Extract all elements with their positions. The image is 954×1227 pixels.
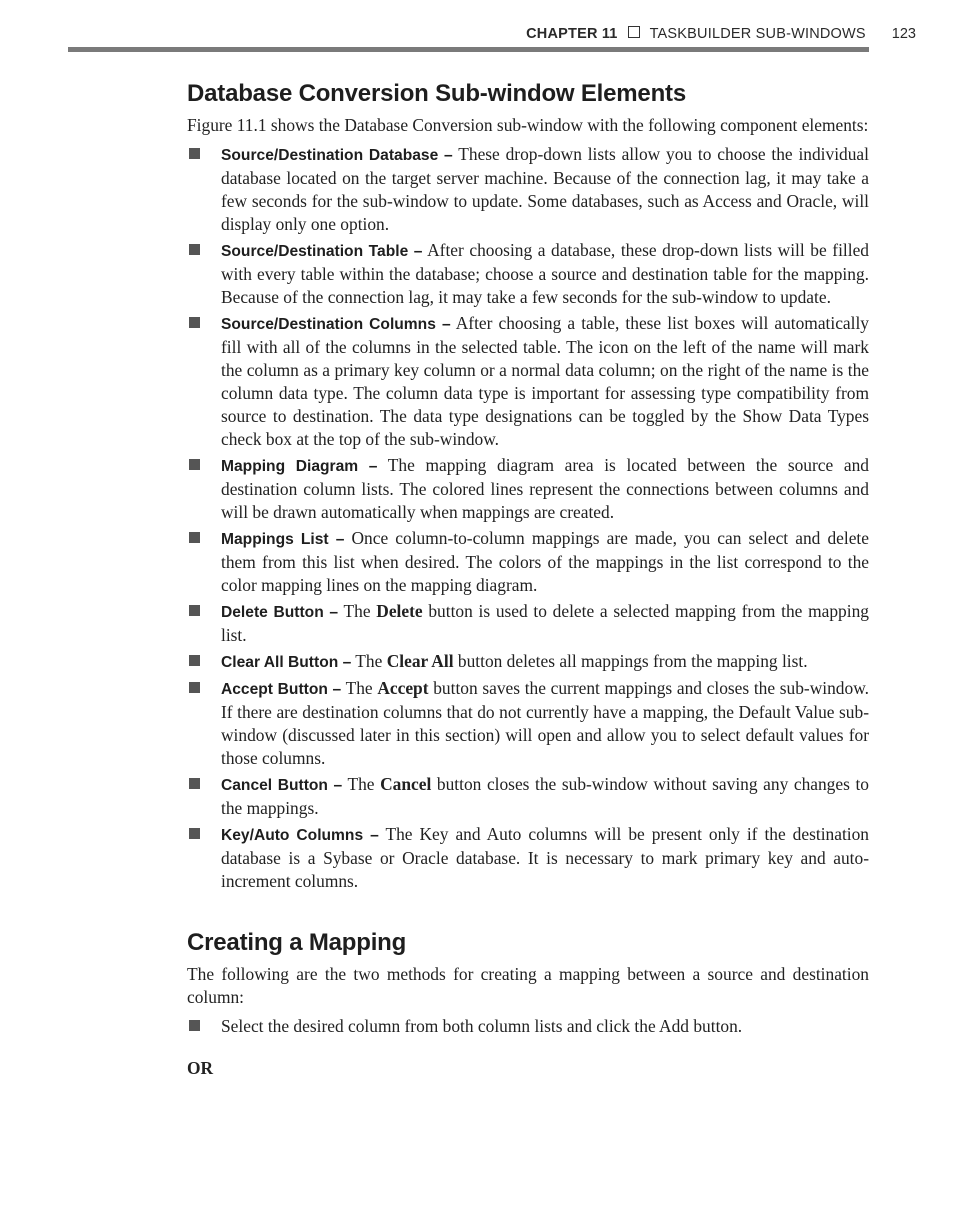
page-content [187, 80, 869, 1079]
bullet-icon [189, 317, 200, 328]
list-item [187, 527, 869, 597]
page-number: 123 [891, 26, 916, 42]
bullet-icon [189, 1020, 200, 1031]
item-term: Source/Destination Table – [221, 243, 423, 260]
bullet-icon [189, 148, 200, 159]
running-head [526, 26, 916, 46]
item-text: The Key and Auto columns will be present only if the destination database is a Sybase or Oracle database. It is necessary to mark primary key and auto-increment columns. [221, 824, 869, 891]
item-text-post: button is used to delete a selected mapping from the mapping list. [221, 601, 869, 645]
list-item [187, 677, 869, 770]
bullet-icon [189, 655, 200, 666]
list-item [187, 143, 869, 236]
list-item [187, 239, 869, 309]
creating-mapping-section [187, 929, 869, 1079]
bullet-icon [189, 532, 200, 543]
item-term: Delete Button – [221, 604, 339, 621]
item-text-pre: The [355, 651, 383, 671]
separator-box-icon [628, 26, 640, 38]
list-item [187, 1015, 869, 1038]
section-intro: The following are the two methods for creating a mapping between a source and destination column: [187, 964, 869, 1007]
element-list [187, 143, 869, 893]
bullet-icon [189, 459, 200, 470]
section-heading: Creating a Mapping [187, 929, 407, 956]
item-text: After choosing a database, these drop-down lists will be filled with every table within the database; choose a source and destination table for the mapping. Because of the connection lag, it may take a few seconds for the sub-window to update. [221, 240, 869, 307]
list-item [187, 600, 869, 647]
item-text-pre: The [345, 678, 373, 698]
list-item [187, 454, 869, 524]
item-text: The mapping diagram area is located between the source and destination column lists. The colored lines represent the connections between columns and will be drawn automatically when mappings are created. [221, 455, 869, 522]
bullet-icon [189, 605, 200, 616]
item-term: Accept Button – [221, 681, 342, 698]
list-item [187, 312, 869, 451]
section-label: TASKBUILDER SUB-WINDOWS [649, 26, 866, 42]
section-heading: Database Conversion Sub-window Elements [187, 80, 686, 107]
item-text: These drop-down lists allow you to choose the individual database located on the target server machine. Because of the connection lag, it may take a few seconds for the sub-window to update. Some databases, such as Access and Oracle, will display only one option. [221, 144, 869, 234]
item-term: Source/Destination Database – [221, 147, 453, 164]
bullet-icon [189, 778, 200, 789]
button-name: Delete [376, 601, 423, 621]
list-item [187, 823, 869, 893]
bullet-icon [189, 244, 200, 255]
button-name: Accept [377, 678, 429, 698]
chapter-label: CHAPTER 11 [526, 26, 618, 42]
button-name: Clear All [386, 651, 454, 671]
item-text-post: button closes the sub-window without saving any changes to the mappings. [221, 774, 869, 818]
list-item [187, 650, 869, 674]
section-intro: Figure 11.1 shows the Database Conversion sub-window with the following component elements: [187, 115, 869, 135]
or-label: OR [187, 1058, 214, 1078]
method-list [187, 1015, 869, 1038]
item-text-pre: The [347, 774, 375, 794]
item-term: Mapping Diagram – [221, 458, 378, 475]
item-text: Select the desired column from both column lists and click the Add button. [221, 1016, 743, 1036]
item-text-post: button saves the current mappings and closes the sub-window. If there are destination columns that do not currently have a mapping, the Default Value sub-window (discussed later in this section) will open and allow you to select default values for those columns. [221, 678, 869, 768]
item-term: Key/Auto Columns – [221, 827, 379, 844]
list-item [187, 773, 869, 820]
item-text-post: button deletes all mappings from the mapping list. [457, 651, 808, 671]
item-term: Clear All Button – [221, 654, 352, 671]
item-term: Mappings List – [221, 531, 345, 548]
item-text: Once column-to-column mappings are made, you can select and delete them from this list when desired. The colors of the mappings in the list correspond to the color mapping lines on the mapping diagram. [221, 528, 869, 595]
header-rule [68, 47, 869, 52]
item-text: After choosing a table, these list boxes will automatically fill with all of the columns in the selected table. The icon on the left of the name will mark the column as a primary key column or a normal data column; on the right of the name is the column data type. The column data type is important for assessing type compatibility from source to destination. The data type designations can be toggled by the Show Data Types check box at the top of the sub-window. [221, 313, 870, 449]
bullet-icon [189, 682, 200, 693]
bullet-icon [189, 828, 200, 839]
item-term: Source/Destination Columns – [221, 316, 451, 333]
button-name: Cancel [380, 774, 432, 794]
item-text-pre: The [343, 601, 371, 621]
item-term: Cancel Button – [221, 777, 343, 794]
